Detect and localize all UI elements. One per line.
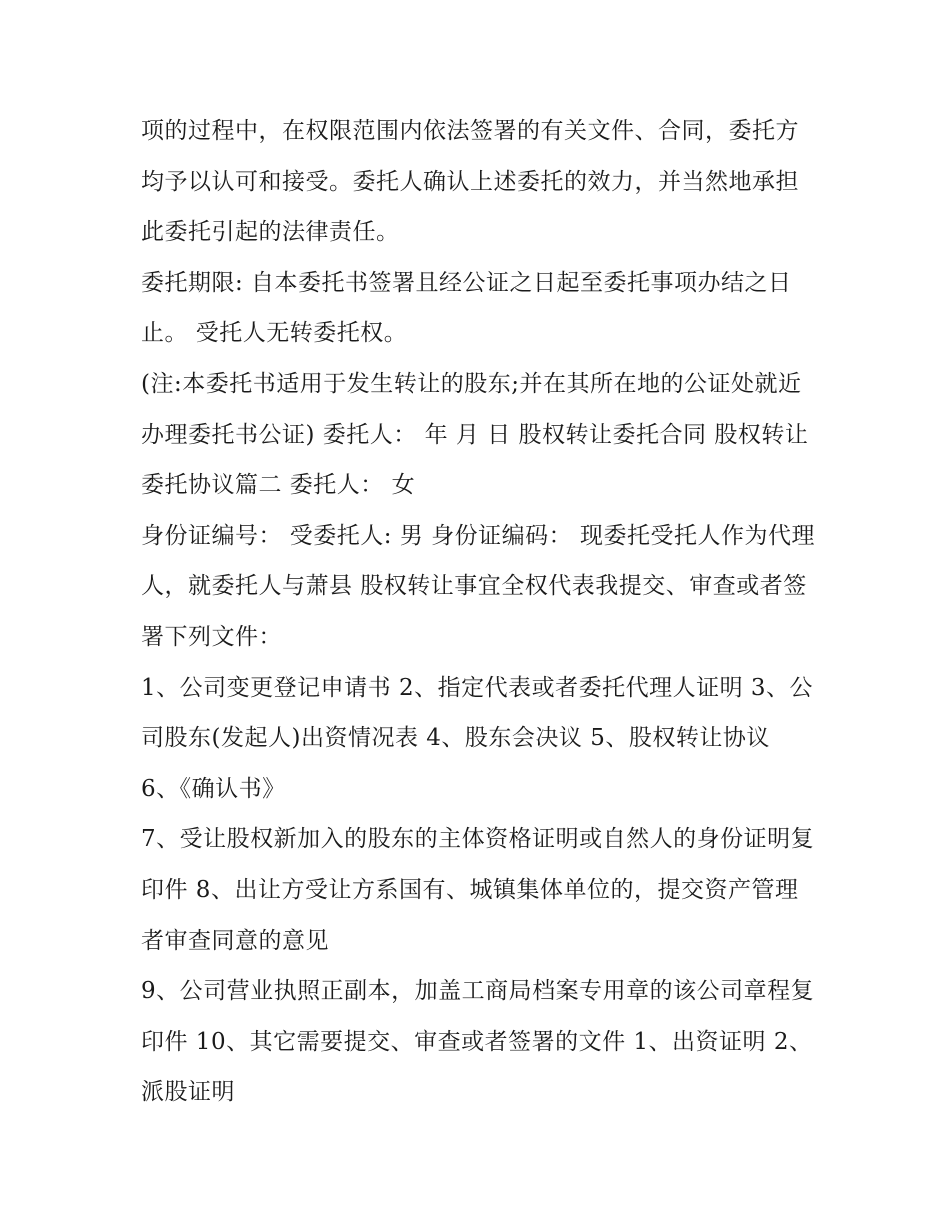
paragraph-4: 身份证编号： 受委托人: 男 身份证编码： 现委托受托人作为代理人，就委托人与萧县 股权转让事宜全权代表我提交、审查或者签署下列文件： bbox=[141, 522, 815, 650]
paragraph-2: 委托期限: 自本委托书签署且经公证之日起至委托事项办结之日止。 受托人无转委托权。 bbox=[141, 269, 792, 347]
paragraph-3: (注:本委托书适用于发生转让的股东;并在其所在地的公证处就近办理委托书公证) 委托人： 年 月 日 股权转让委托合同 股权转让委托协议篇二 委托人： 女 bbox=[141, 370, 809, 499]
document-body bbox=[141, 106, 816, 1118]
paragraph-7: 9、公司营业执照正副本，加盖工商局档案专用章的该公司章程复印件 10、其它需要提交、审查或者签署的文件 1、出资证明 2、派股证明 bbox=[141, 978, 815, 1106]
paragraph-6: 7、受让股权新加入的股东的主体资格证明或自然人的身份证明复印件 8、出让方受让方系国有、城镇集体单位的，提交资产管理者审查同意的意见 bbox=[141, 826, 815, 954]
paragraph-1: 项的过程中，在权限范围内依法签署的有关文件、合同，委托方均予以认可和接受。委托人确认上述委托的效力，并当然地承担此委托引起的法律责任。 bbox=[141, 118, 799, 246]
paragraph-5: 1、公司变更登记申请书 2、指定代表或者委托代理人证明 3、公司股东(发起人)出资情况表 4、股东会决议 5、股权转让协议 6、《确认书》 bbox=[141, 674, 814, 802]
